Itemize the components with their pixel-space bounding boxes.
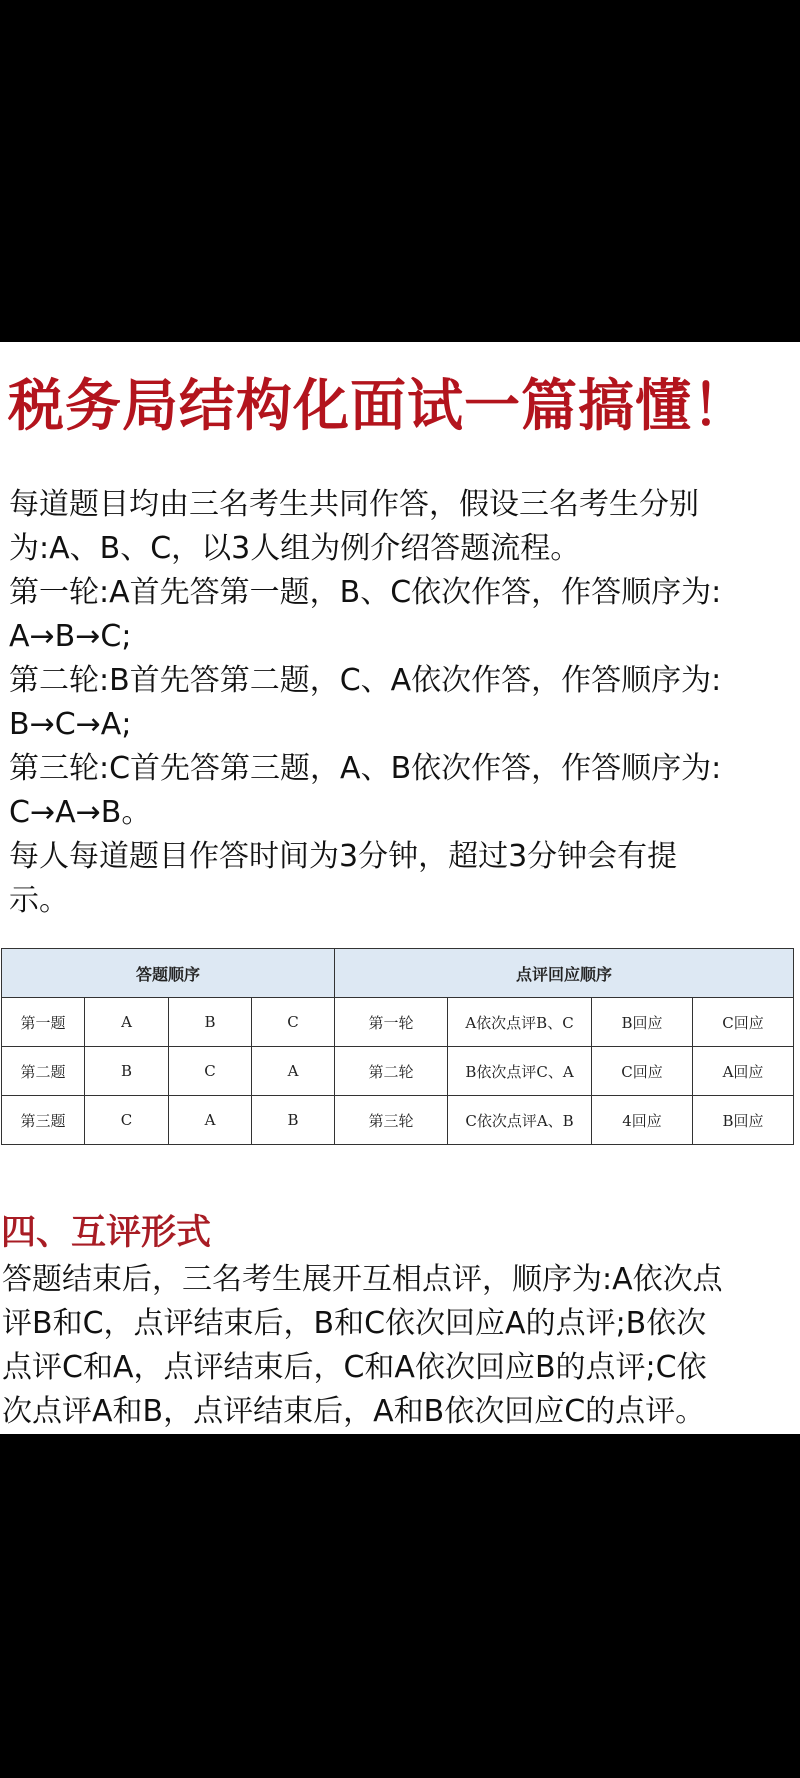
review-cell: A依次点评B、C — [448, 998, 592, 1047]
intro-line: B→C→A; — [9, 707, 132, 742]
question-cell: 第三题 — [2, 1096, 85, 1145]
table-row — [2, 998, 794, 1047]
response-cell: C回应 — [592, 1047, 693, 1096]
intro-line: 第二轮:B首先答第二题，C、A依次作答，作答顺序为: — [9, 663, 722, 698]
question-cell: 第二题 — [2, 1047, 85, 1096]
table-row — [2, 1047, 794, 1096]
round-cell: 第一轮 — [335, 998, 448, 1047]
section-heading: 四、互评形式 — [1, 1213, 212, 1253]
answer-cell: A — [169, 1096, 252, 1145]
answer-cell: B — [252, 1096, 335, 1145]
page-title: 税务局结构化面试一篇搞懂！ — [8, 374, 749, 439]
section-line: 答题结束后，三名考生展开互相点评，顺序为:A依次点 — [2, 1262, 723, 1297]
section-body — [2, 1258, 800, 1434]
document-page — [0, 342, 800, 1434]
intro-line: A→B→C; — [9, 619, 132, 654]
section-line: 点评C和A，点评结束后，C和A依次回应B的点评;C依 — [2, 1350, 707, 1385]
intro-line: 为:A、B、C，以3人组为例介绍答题流程。 — [9, 531, 581, 566]
header-answer-order: 答题顺序 — [2, 949, 335, 998]
round-cell: 第二轮 — [335, 1047, 448, 1096]
intro-paragraph — [9, 483, 799, 923]
response-cell: A回应 — [693, 1047, 794, 1096]
answer-cell: B — [169, 998, 252, 1047]
review-cell: B依次点评C、A — [448, 1047, 592, 1096]
table-header-row — [2, 949, 794, 998]
answer-cell: A — [85, 998, 169, 1047]
section-line: 评B和C，点评结束后，B和C依次回应A的点评;B依次 — [2, 1306, 707, 1341]
intro-line: C→A→B。 — [9, 795, 152, 830]
response-cell: B回应 — [592, 998, 693, 1047]
response-cell: 4回应 — [592, 1096, 693, 1145]
round-cell: 第三轮 — [335, 1096, 448, 1145]
answer-cell: C — [252, 998, 335, 1047]
response-cell: C回应 — [693, 998, 794, 1047]
review-cell: C依次点评A、B — [448, 1096, 592, 1145]
table-row — [2, 1096, 794, 1145]
intro-line: 第一轮:A首先答第一题，B、C依次作答，作答顺序为: — [9, 575, 722, 610]
intro-line: 每道题目均由三名考生共同作答，假设三名考生分别 — [9, 487, 699, 522]
answer-cell: B — [85, 1047, 169, 1096]
intro-line: 每人每道题目作答时间为3分钟，超过3分钟会有提 — [9, 839, 678, 874]
intro-line: 示。 — [9, 883, 69, 918]
section-line: 次点评A和B，点评结束后，A和B依次回应C的点评。 — [2, 1394, 706, 1429]
response-cell: B回应 — [693, 1096, 794, 1145]
question-cell: 第一题 — [2, 998, 85, 1047]
order-table — [1, 948, 794, 1145]
answer-cell: C — [169, 1047, 252, 1096]
answer-cell: C — [85, 1096, 169, 1145]
answer-cell: A — [252, 1047, 335, 1096]
header-review-order: 点评回应顺序 — [335, 949, 794, 998]
intro-line: 第三轮:C首先答第三题，A、B依次作答，作答顺序为: — [9, 751, 722, 786]
